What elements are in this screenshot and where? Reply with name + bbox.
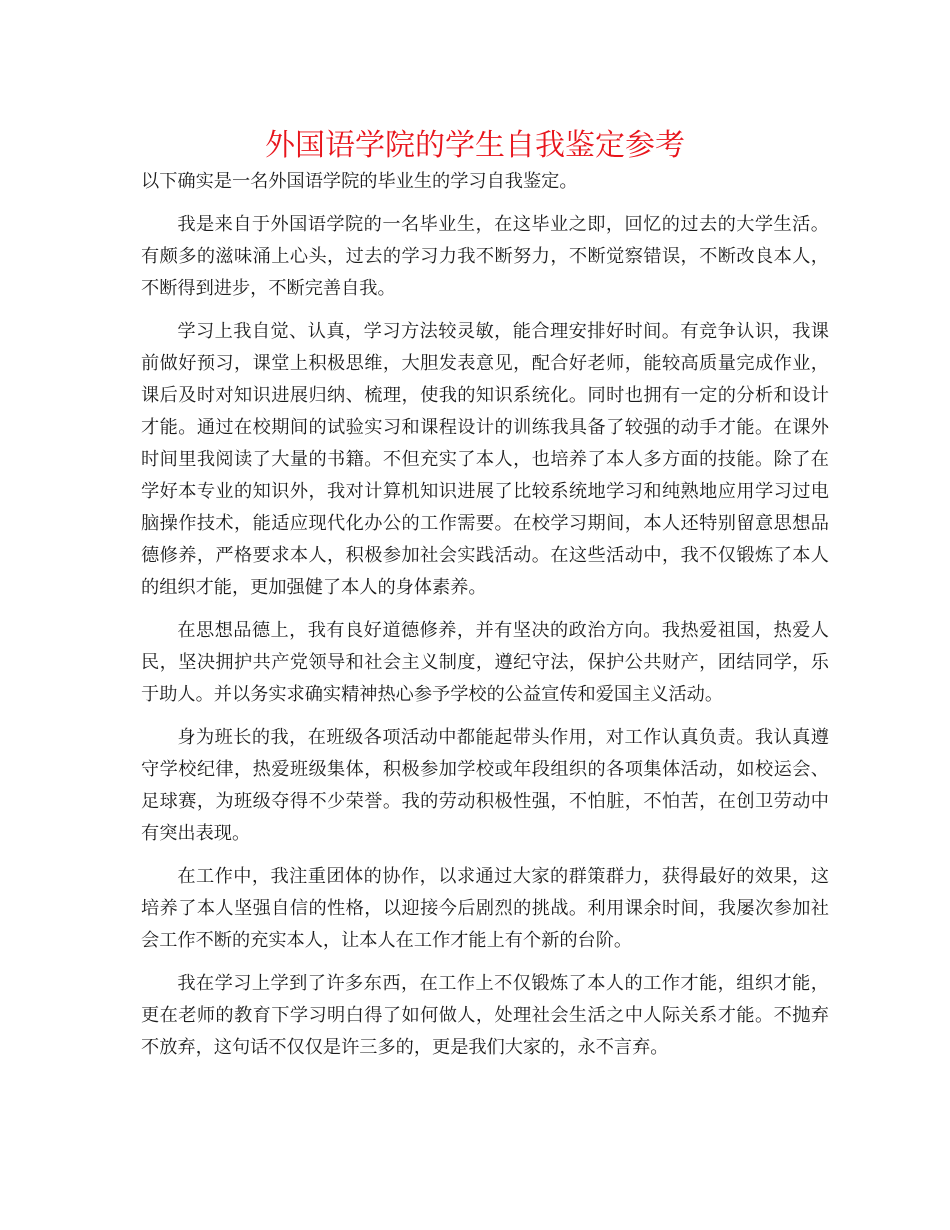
paragraph-6: 我在学习上学到了许多东西，在工作上不仅锻炼了本人的工作才能，组织才能，更在老师的教育下学习明白得了如何做人，处理社会生活之中人际关系才能。不抛弃不放弃，这句话不仅仅是许三多的，更是我们大家的，永不言弃。 bbox=[141, 973, 829, 1058]
paragraph-2: 学习上我自觉、认真，学习方法较灵敏，能合理安排好时间。有竞争认识，我课前做好预习，课堂上积极思维，大胆发表意见，配合好老师，能较高质量完成作业，课后及时对知识进展归纳、梳理，使我的知识系统化。同时也拥有一定的分析和设计才能。通过在校期间的试验实习和课程设计的训练我具备了较强的动手才能。在课外时间里我阅读了大量的书籍。不但充实了本人，也培养了本人多方面的技能。除了在学好本专业的知识外，我对计算机知识进展了比较系统地学习和纯熟地应用学习过电脑操作技术，能适应现代化办公的工作需要。在校学习期间，本人还特别留意思想品德修养，严格要求本人，积极参加社会实践活动。在这些活动中，我不仅锻炼了本人的组织才能，更加强健了本人的身体素养。 bbox=[141, 321, 829, 598]
paragraph-1: 我是来自于外国语学院的一名毕业生，在这毕业之即，回忆的过去的大学生活。有颇多的滋味涌上心头，过去的学习力我不断努力，不断觉察错误，不断改良本人，不断得到进步，不断完善自我。 bbox=[141, 214, 829, 299]
intro-paragraph: 以下确实是一名外国语学院的毕业生的学习自我鉴定。 bbox=[141, 171, 578, 192]
paragraph-4: 身为班长的我，在班级各项活动中都能起带头作用，对工作认真负责。我认真遵守学校纪律，热爱班级集体，积极参加学校或年段组织的各项集体活动，如校运会、足球赛，为班级夺得不少荣誉。我的劳动积极性强，不怕脏，不怕苦，在创卫劳动中有突出表现。 bbox=[141, 727, 829, 844]
paragraph-3: 在思想品德上，我有良好道德修养，并有坚决的政治方向。我热爱祖国，热爱人民，坚决拥护共产党领导和社会主义制度，遵纪守法，保护公共财产，团结同学，乐于助人。并以务实求确实精神热心参予学校的公益宣传和爱国主义活动。 bbox=[141, 620, 829, 705]
document-body bbox=[141, 166, 829, 1075]
paragraph-5: 在工作中，我注重团体的协作，以求通过大家的群策群力，获得最好的效果，这培养了本人坚强自信的性格，以迎接今后剧烈的挑战。利用课余时间，我屡次参加社会工作不断的充实本人，让本人在工作才能上有个新的台阶。 bbox=[141, 866, 829, 951]
document-title: 外国语学院的学生自我鉴定参考 bbox=[265, 128, 685, 163]
